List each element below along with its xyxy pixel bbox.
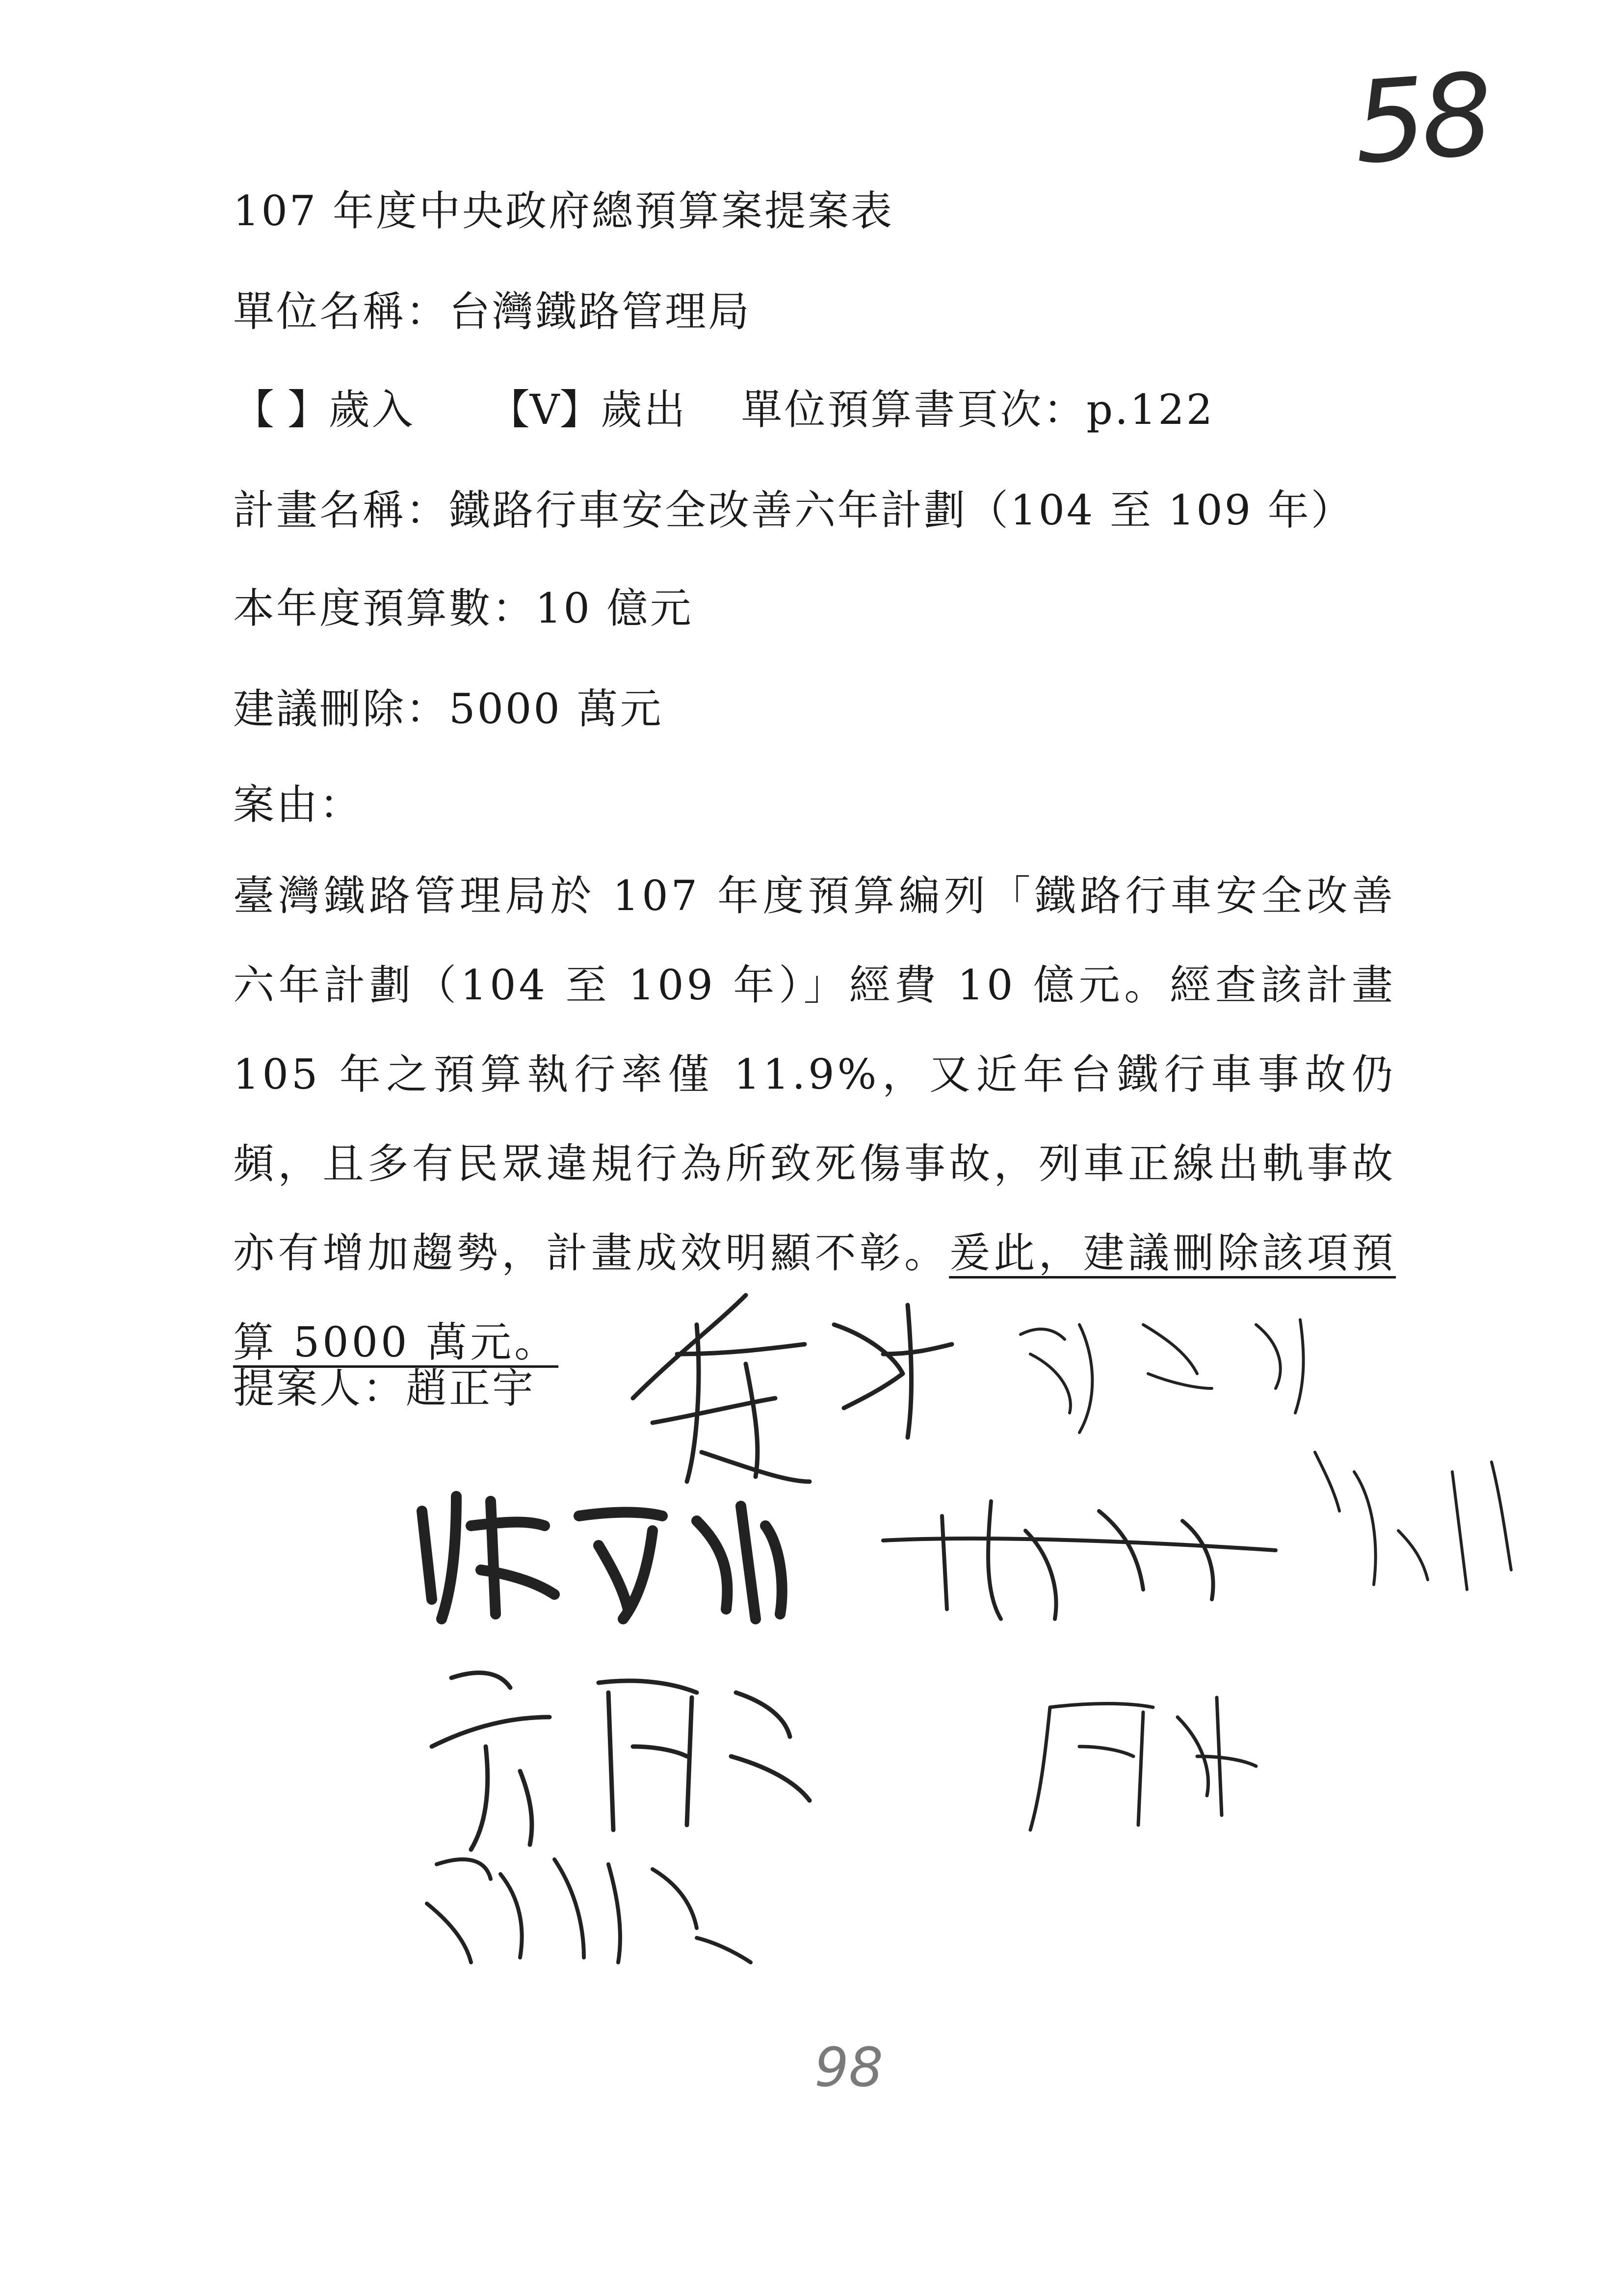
- expenditure-label: 歲出: [601, 386, 687, 434]
- signature-8: [427, 1859, 751, 1962]
- proposer-value: 趙正宇: [406, 1364, 536, 1412]
- signature-7: [1030, 1697, 1256, 1830]
- budget-page-value: p.122: [1086, 386, 1215, 434]
- revenue-label: 歲入: [328, 386, 415, 434]
- signature-3: [422, 1496, 782, 1619]
- expenditure-checkbox: 【V】: [488, 386, 601, 434]
- proposer-label: 提案人：: [233, 1364, 406, 1412]
- budget-amount-label: 本年度預算數：: [233, 584, 536, 632]
- plan-name-label: 計畫名稱：: [233, 486, 449, 534]
- signature-5: [1315, 1452, 1511, 1590]
- budget-page-label: 單位預算書頁次：: [741, 386, 1087, 434]
- document-title: 107 年度中央政府總預算案提案表: [233, 187, 894, 235]
- unit-name-value: 台灣鐵路管理局: [449, 287, 752, 336]
- reason-label: 案由：: [233, 781, 363, 829]
- signature-4: [883, 1501, 1276, 1619]
- signature-2: [1021, 1320, 1304, 1433]
- handwritten-page-number: 58: [1350, 49, 1493, 190]
- handwritten-footer-number: 98: [814, 2036, 883, 2099]
- reason-conclusion: 爰此，建議刪除該項預算 5000 萬元。: [233, 1229, 1396, 1366]
- revenue-checkbox: 【 】: [233, 386, 329, 434]
- unit-name-label: 單位名稱：: [233, 287, 449, 336]
- budget-amount-value: 10 億元: [535, 584, 693, 632]
- suggested-cut-value: 5000 萬元: [449, 685, 663, 733]
- suggested-cut-label: 建議刪除：: [233, 685, 449, 733]
- plan-name-value: 鐵路行車安全改善六年計劃（104 至 109 年）: [449, 486, 1354, 534]
- signature-1: [633, 1295, 952, 1482]
- reason-text: 臺灣鐵路管理局於 107 年度預算編列「鐵路行車安全改善六年計劃（104 至 109 年）」經費 10 億元。經查該計畫 105 年之預算執行率僅 11.9%，又近年台鐵行車事故仍頻，且多有民眾違規行為所致死傷事故，列車正線出軌事故亦有增加趨勢，計畫成效明顯不彰。: [233, 872, 1396, 1277]
- signature-6: [432, 1673, 810, 1850]
